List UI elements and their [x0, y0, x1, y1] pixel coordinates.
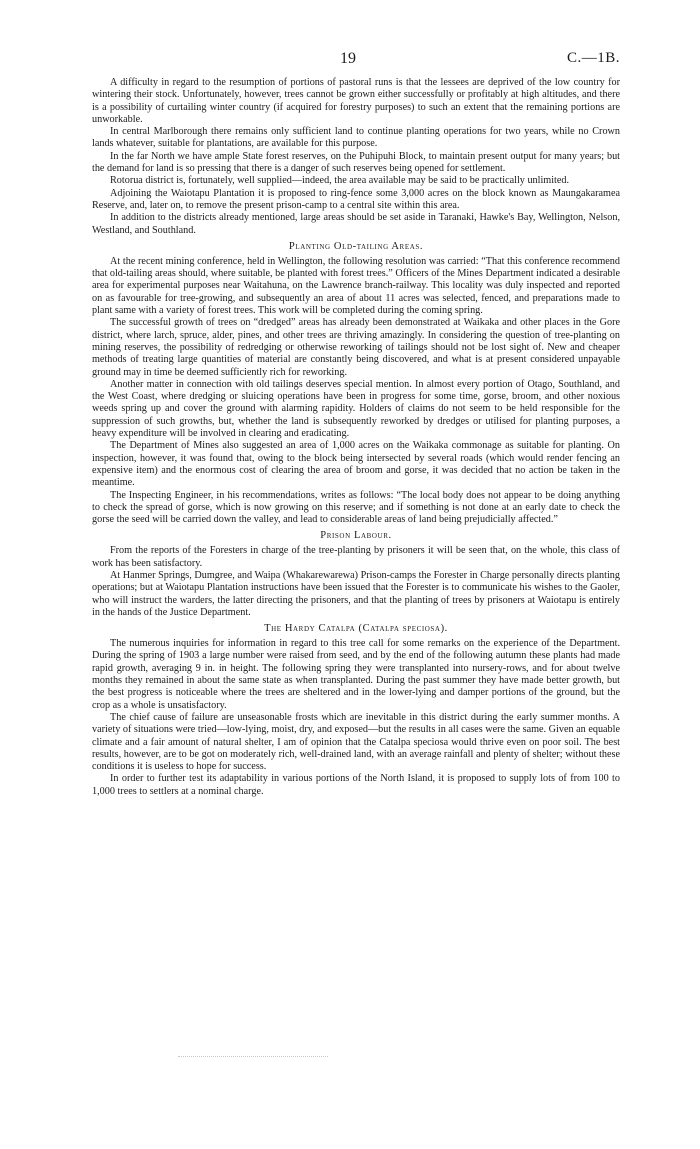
section-heading: The Hardy Catalpa (Catalpa speciosa).	[264, 623, 448, 635]
paragraph: In the far North we have ample State forest reserves, on the Puhipuhi Block, to maintain present output for many years; but the demand for land is so pressing that there is a danger of such reserves being opened for settlement.	[92, 150, 620, 175]
section-prison-labour	[92, 530, 620, 619]
paragraph: Adjoining the Waiotapu Plantation it is proposed to ring-fence some 3,000 acres on the block known as Maungakaramea Reserve, and, later on, to remove the present prison-camp to a central site within this area.	[92, 187, 620, 211]
page-header	[0, 50, 700, 70]
paragraph: Another matter in connection with old tailings deserves special mention. In almost every portion of Otago, Southland, and the West Coast, where dredging or sluicing operations have been in progress for some time, gorse, broom, and other noxious weeds spring up and cover the ground with alarming rapidity. Holders of claims do not seem to be held responsible for the suppression of such growths, but, whether the land is subsequently reworked by dredges or utilised for planting purposes, a heavy expenditure will be involved in clearing and eradicating.	[92, 378, 620, 440]
paragraph: The Inspecting Engineer, in his recommendations, writes as follows: “The local body does not appear to be doing anything to check the spread of gorse, which is now growing on this reserve; and if something is not done at an early date to check the gorse the seed will be carried down the valley, and lead to considerable areas of land being prejudicially affected.”	[92, 489, 620, 526]
page-number: 19	[340, 50, 356, 67]
paragraph: At the recent mining conference, held in Wellington, the following resolution was carried: “That this conference recommend that old-tailing areas should, where suitable, be planted with forest trees.” Officers of the Mines Department indicated a desirable area for experimental purposes near Waitahuna, on the Lawrence branch-railway. This locality was duly inspected and reported on as favourable for tree-growing, and subsequently an area of about 11 acres was selected, fenced, and preparations made to plant same with a variety of forest trees. This work will be completed during the coming spring.	[92, 255, 620, 317]
footer-rule	[178, 1056, 328, 1059]
section-heading: Planting Old-tailing Areas.	[288, 240, 424, 252]
paragraph: At Hanmer Springs, Dumgree, and Waipa (Whakarewarewa) Prison-camps the Forester in Charge personally directs planting operations; but at Waiotapu Plantation instructions have been issued that the Forester is to communicate his wishes to the Gaoler, who will instruct the warders, the latter directing the prisoners, and that the planting of trees by prisoners at Waiotapu is entirely in the hands of the Justice Department.	[92, 569, 620, 618]
section-planting-old-tailing-areas	[92, 241, 620, 527]
paragraph: The successful growth of trees on “dredged” areas has already been demonstrated at Waikaka and other places in the Gore district, where larch, spruce, alder, pines, and other trees are thriving amazingly. In considering the question of tree-planting on mining reserves, the possibility of redredging or otherwise reworking of tailings should not be lost sight of. New and cheaper methods of treating large quantities of material are constantly being discovered, and what is at present considered unpayable ground may in time be deemed sufficiently rich for reworking.	[92, 317, 620, 378]
section-hardy-catalpa	[92, 623, 620, 798]
paragraph: The chief cause of failure are unseasonable frosts which are inevitable in this district during the early summer months. A variety of situations were tried—low-lying, moist, dry, and exposed—but the results in all cases were the same. Given an equable climate and a fair amount of natural shelter, I am of opinion that the Catalpa speciosa would thrive even on poor soil. The best results, however, are to be got on moderately rich, well-drained land, with an average rainfall and plenty of shelter; without these conditions it is useless to hope for success.	[92, 711, 620, 773]
paragraph: Rotorua district is, fortunately, well supplied—indeed, the area available may be said to be practically unlimited.	[110, 175, 570, 187]
paragraph: The Department of Mines also suggested an area of 1,000 acres on the Waikaka commonage as suitable for planting. On inspection, however, it was found that, owing to the block being intersected by several roads (which would render fencing an expensive item) and the enormous cost of clearing the area of broom and gorse, it was decided that no action be taken in the meantime.	[92, 440, 620, 489]
document-body	[92, 77, 620, 798]
paragraph: In addition to the districts already mentioned, large areas should be set aside in Taranaki, Hawke's Bay, Wellington, Nelson, Westland, and Southland.	[92, 212, 620, 236]
paragraph: The numerous inquiries for information in regard to this tree call for some remarks on the experience of the Department. During the spring of 1903 a large number were raised from seed, and by the end of the following autumn these plants had made rapid growth, averaging 9 in. in height. The following spring they were transplanted into nursery-rows, and for about twelve months they remained in about the same state as when transplanted. During the past summer they have made better growth, but the best progress is noticeable where the trees are sheltered and in the lower-lying and damper portions of the ground, but the crop as a whole is unsatisfactory.	[92, 638, 620, 711]
paragraph: From the reports of the Foresters in charge of the tree-planting by prisoners it will be seen that, on the whole, this class of work has been satisfactory.	[92, 545, 620, 569]
document-reference: C.—1B.	[566, 50, 620, 66]
section-heading: Prison Labour.	[320, 530, 392, 542]
paragraph: In central Marlborough there remains only sufficient land to continue planting operations for two years, while no Crown lands whatever, suitable for plantations, are available for this purpose.	[92, 126, 620, 150]
paragraph: In order to further test its adaptability in various portions of the North Island, it is proposed to supply lots of from 100 to 1,000 trees to settlers at a nominal charge.	[92, 773, 620, 797]
section-intro	[92, 77, 620, 237]
paragraph: A difficulty in regard to the resumption of portions of pastoral runs is that the lessees are deprived of the low country for wintering their stock. Unfortunately, however, trees cannot be grown either successfully or profitably at high altitudes, and there is a possibility of curtailing winter country (if acquired for forestry purposes) to such an extent that the remaining portions are unworkable.	[92, 77, 620, 125]
